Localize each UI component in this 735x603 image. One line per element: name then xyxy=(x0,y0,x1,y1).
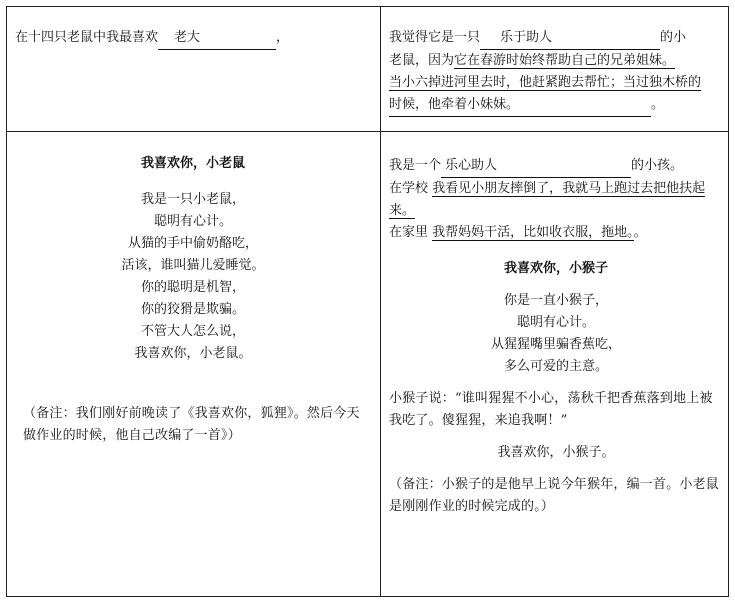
desc-answer2b: 当小六掉进河里去时，他赶紧跑去帮忙；当过独木桥的 xyxy=(389,75,702,90)
school-answer: 我看见小朋友摔倒了，我就马上跑过去把他扶起来。 xyxy=(389,181,706,218)
mouse-poem-note: （备注：我们刚好前晚读了《我喜欢你，狐狸》。然后今天做作业的时候，他自己改编了一首》） xyxy=(23,406,360,443)
poem-line: 多么可爱的主意。 xyxy=(503,359,608,374)
cell-child-and-monkey-poem xyxy=(389,155,723,518)
home-end: 。 xyxy=(633,225,647,240)
mouse-poem-body xyxy=(15,189,371,365)
poem-line: 我是一只小老鼠， xyxy=(140,192,245,207)
poem-line: 你是一直小猴子， xyxy=(503,293,608,308)
home-prefix: 在家里 xyxy=(389,225,429,240)
column-divider xyxy=(380,7,381,596)
desc-answer2a: 它在春游时始终帮助自己的兄弟姐妹。 xyxy=(454,53,676,68)
favorite-answer: 老大 xyxy=(158,27,276,50)
poem-line: 你的聪明是机智， xyxy=(140,280,245,295)
desc-answer1: 乐于助人 xyxy=(480,27,660,50)
poem-line: 从猫的手中偷奶酪吃， xyxy=(127,236,258,251)
monkey-poem-note: （备注：小猴子的是他早上说今年猴年，编一首。小老鼠是刚刚作业的时候完成的。） xyxy=(389,477,720,514)
desc-line2-prefix: 老鼠，因为 xyxy=(389,53,455,68)
child-prefix: 我是一个 xyxy=(389,158,442,173)
poem-line: 我喜欢你，小老鼠。 xyxy=(134,346,252,361)
child-answer: 乐心助人 xyxy=(441,155,631,178)
poem-line: 聪明有心计。 xyxy=(153,214,232,229)
row-divider xyxy=(7,131,728,132)
cell-mouse-poem xyxy=(15,153,371,447)
monkey-poem-title: 我喜欢你，小猴子 xyxy=(503,261,608,276)
child-suffix: 的小孩。 xyxy=(631,158,684,173)
cell-favorite-mouse xyxy=(15,27,371,50)
desc-answer2c: 时候，他牵着小妹妹。 xyxy=(389,94,651,117)
home-answer: 我帮妈妈干活，比如收衣服，拖地。 xyxy=(432,225,634,240)
desc-mid: 的小 xyxy=(660,30,687,45)
worksheet-table xyxy=(6,6,729,597)
poem-line: 不管大人怎么说， xyxy=(140,324,245,339)
poem-line: 聪明有心计。 xyxy=(516,315,595,330)
mouse-poem-title: 我喜欢你，小老鼠 xyxy=(140,156,245,171)
poem-line: 活该，谁叫猫儿爱睡觉。 xyxy=(121,258,265,273)
desc-end: 。 xyxy=(651,97,665,112)
favorite-suffix: ， xyxy=(276,30,290,45)
monkey-poem-body xyxy=(389,290,723,378)
poem-line: 你的狡猾是欺骗。 xyxy=(140,302,245,317)
desc-prefix: 我觉得它是一只 xyxy=(389,30,481,45)
favorite-prefix: 在十四只老鼠中我最喜欢 xyxy=(15,30,159,45)
poem-line: 从猩猩嘴里骗香蕉吃， xyxy=(490,337,621,352)
monkey-quote: 小猴子说：“谁叫猩猩不小心，荡秋千把香蕉落到地上被我吃了。傻猩猩，来追我啊！” xyxy=(389,391,713,428)
school-prefix: 在学校 xyxy=(389,181,429,196)
cell-mouse-description xyxy=(389,27,723,117)
monkey-closing: 我喜欢你，小猴子。 xyxy=(497,445,615,460)
